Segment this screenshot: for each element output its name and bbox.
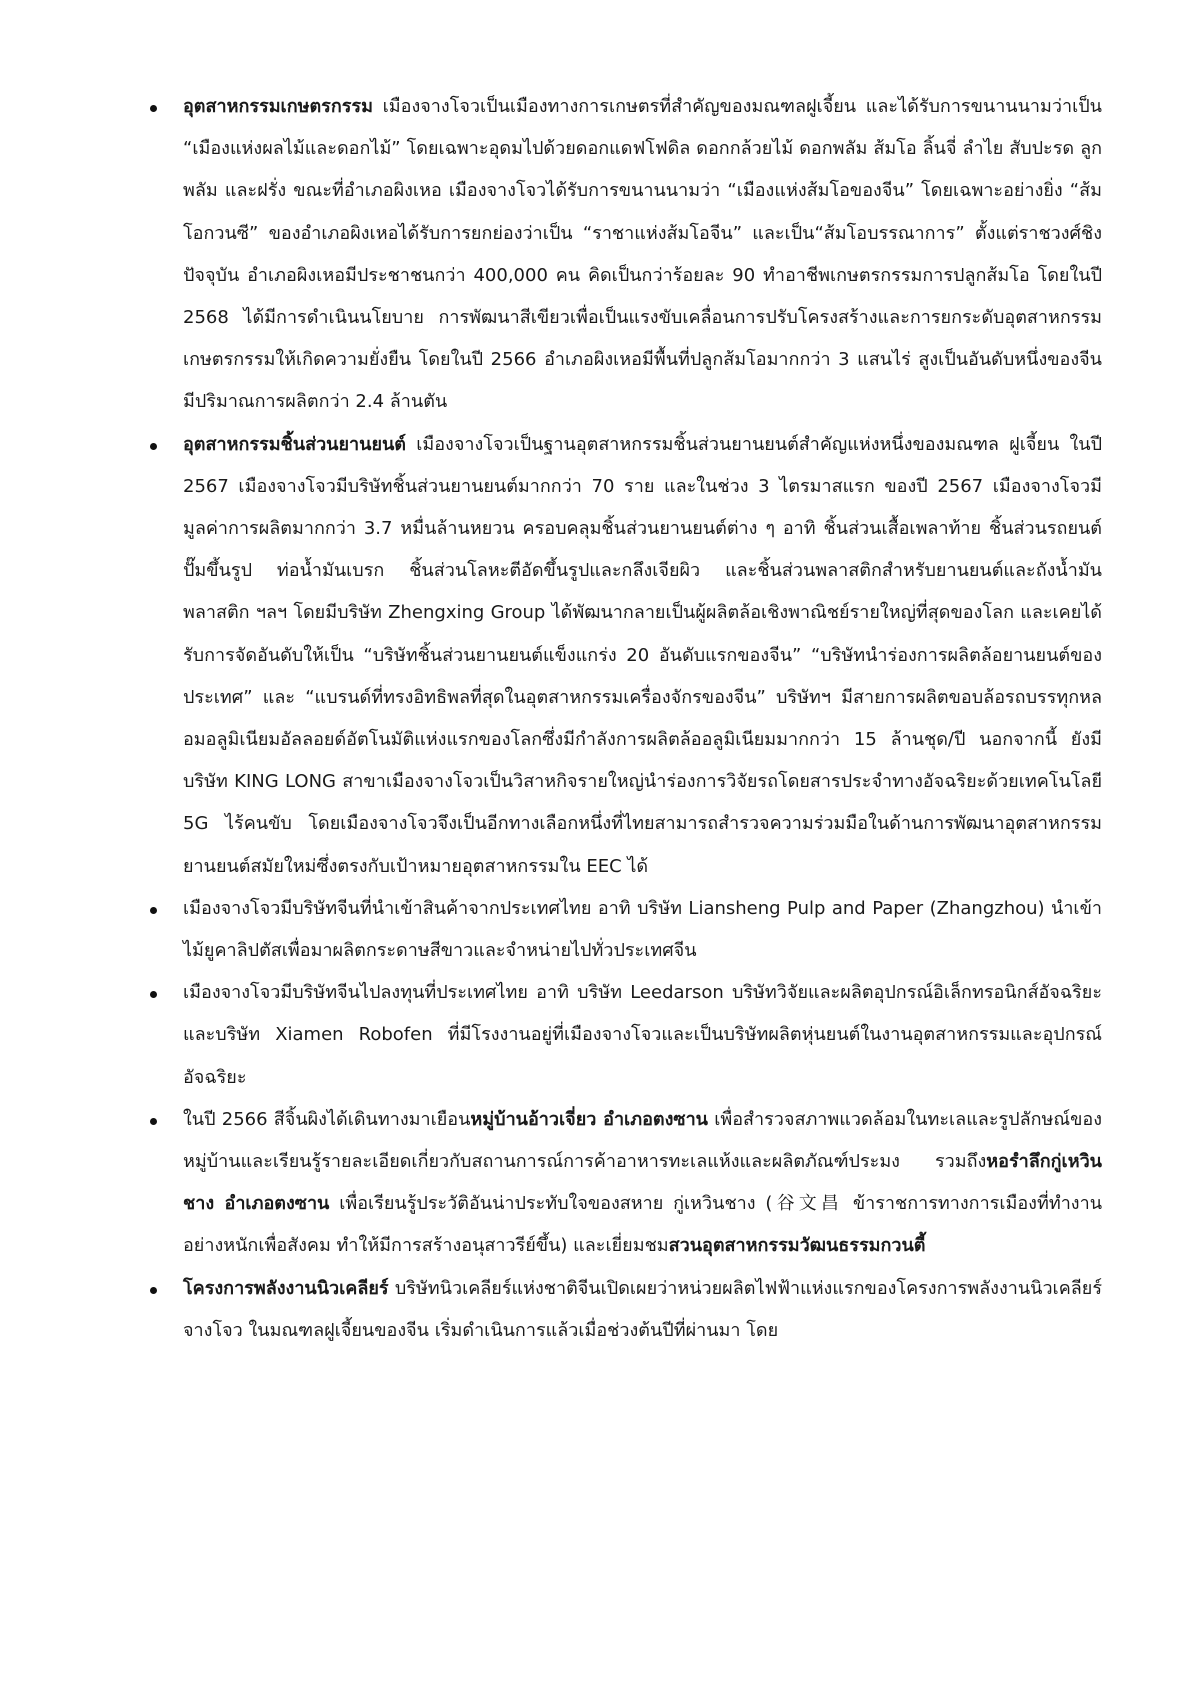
item-text: ในปี 2566 สีจิ้นผิงได้เดินทางมาเยือน bbox=[183, 1108, 471, 1130]
list-item bbox=[140, 1099, 1102, 1268]
list-item bbox=[140, 86, 1102, 424]
list-item bbox=[140, 972, 1102, 1099]
item-heading: อุตสาหกรรมชิ้นส่วนยานยนต์ bbox=[183, 433, 406, 455]
item-text: เมืองจางโจวเป็นฐานอุตสาหกรรมชิ้นส่วนยานยนต์สำคัญแห่งหนึ่งของมณฑล ฝูเจี้ยน ในปี 2567 เมืองจางโจวมีบริษัทชิ้นส่วนยานยนต์มากกว่า 70 ราย และในช่วง 3 ไตรมาสแรก ของปี 2567 เมืองจางโจวมีมูลค่าการผลิตมากกว่า 3.7 หมื่นล้านหยวน ครอบคลุมชิ้นส่วนยานยนต์ต่าง ๆ อาทิ ชิ้นส่วนเสื้อเพลาท้าย ชิ้นส่วนรถยนต์ปั๊มขึ้นรูป ท่อน้ำมันเบรก ชิ้นส่วนโลหะตีอัดขึ้นรูปและกลึงเจียผิว และชิ้นส่วนพลาสติกสำหรับยานยนต์และถังน้ำมันพลาสติก ฯลฯ โดยมีบริษัท Zhengxing Group ได้พัฒนากลายเป็นผู้ผลิตล้อเชิงพาณิชย์รายใหญ่ที่สุดของโลก และเคยได้รับการจัดอันดับให้เป็น “บริษัทชิ้นส่วนยานยนต์แข็งแกร่ง 20 อันดับแรกของจีน” “บริษัทนำร่องการผลิตล้อยานยนต์ของประเทศ” และ “แบรนด์ที่ทรงอิทธิพลที่สุดในอุตสาหกรรมเครื่องจักรของจีน” บริษัทฯ มีสายการผลิตขอบล้อรถบรรทุกหลอมอลูมิเนียมอัลลอยด์อัตโนมัติแห่งแรกของโลกซึ่งมีกำลังการผลิตล้ออลูมิเนียมมากกว่า 15 ล้านชุด/ปี นอกจากนี้ ยังมีบริษัท KING LONG สาขาเมืองจางโจวเป็นวิสาหกิจรายใหญ่นำร่องการวิจัยรถโดยสารประจำทางอัจฉริยะด้วยเทคโนโลยี 5G ไร้คนขับ โดยเมืองจางโจวจึงเป็นอีกทางเลือกหนึ่งที่ไทยสามารถสำรวจความร่วมมือในด้านการพัฒนาอุตสาหกรรมยานยนต์สมัยใหม่ซึ่งตรงกับเป้าหมายอุตสาหกรรมใน EEC ได้ bbox=[183, 433, 1102, 877]
bullet-icon bbox=[150, 105, 157, 112]
bullet-icon bbox=[150, 991, 157, 998]
bullet-icon bbox=[150, 1287, 157, 1294]
bullet-icon bbox=[150, 443, 157, 450]
item-text: บริษัทนิวเคลียร์แห่งชาติจีนเปิดเผยว่าหน่วยผลิตไฟฟ้าแห่งแรกของโครงการพลังงานนิวเคลียร์จางโจว ในมณฑลฝูเจี้ยนของจีน เริ่มดำเนินการแล้วเมื่อช่วงต้นปีที่ผ่านมา โดย bbox=[183, 1277, 1102, 1341]
bullet-icon bbox=[150, 1118, 157, 1125]
item-text: เมืองจางโจวเป็นเมืองทางการเกษตรที่สำคัญของมณฑลฝูเจี้ยน และได้รับการขนานนามว่าเป็น “เมืองแห่งผลไม้และดอกไม้” โดยเฉพาะอุดมไปด้วยดอกแดฟโฟดิล ดอกกล้วยไม้ ดอกพลัม ส้มโอ ลิ้นจี่ ลำไย สับปะรด ลูกพลัม และฝรั่ง ขณะที่อำเภอผิงเหอ เมืองจางโจวได้รับการขนานนามว่า “เมืองแห่งส้มโอของจีน” โดยเฉพาะอย่างยิ่ง “ส้มโอกวนซี” ของอำเภอผิงเหอได้รับการยกย่องว่าเป็น “ราชาแห่งส้มโอจีน” และเป็น“ส้มโอบรรณาการ” ตั้งแต่ราชวงศ์ชิง ปัจจุบัน อำเภอผิงเหอมีประชาชนกว่า 400,000 คน คิดเป็นกว่าร้อยละ 90 ทำอาชีพเกษตรกรรมการปลูกส้มโอ โดยในปี 2568 ได้มีการดำเนินนโยบาย การพัฒนาสีเขียวเพื่อเป็นแรงขับเคลื่อนการปรับโครงสร้างและการยกระดับอุตสาหกรรมเกษตรกรรมให้เกิดความยั่งยืน โดยในปี 2566 อำเภอผิงเหอมีพื้นที่ปลูกส้มโอมากกว่า 3 แสนไร่ สูงเป็นอันดับหนึ่งของจีน มีปริมาณการผลิตกว่า 2.4 ล้านตัน bbox=[183, 96, 1102, 413]
item-heading: โครงการพลังงานนิวเคลียร์ bbox=[183, 1277, 389, 1299]
bullet-icon bbox=[150, 907, 157, 914]
bullet-list bbox=[140, 86, 1102, 1352]
list-item bbox=[140, 424, 1102, 888]
place-name-village: หมู่บ้านอ้าวเจี่ยว อำเภอตงซาน bbox=[470, 1108, 708, 1130]
place-name-park: สวนอุตสาหกรรมวัฒนธรรมกวนตี้ bbox=[668, 1235, 926, 1257]
item-text: เมืองจางโจวมีบริษัทจีนไปลงทุนที่ประเทศไทย อาทิ บริษัท Leedarson บริษัทวิจัยและผลิตอุปกรณ์อิเล็กทรอนิกส์อัจฉริยะและบริษัท Xiamen Robofen ที่มีโรงงานอยู่ที่เมืองจางโจวและเป็นบริษัทผลิตหุ่นยนต์ในงานอุตสาหกรรมและอุปกรณ์อัจฉริยะ bbox=[183, 982, 1102, 1088]
list-item bbox=[140, 888, 1102, 972]
item-heading: อุตสาหกรรมเกษตรกรรม bbox=[183, 96, 373, 117]
list-item bbox=[140, 1268, 1102, 1352]
item-text: เพื่อเรียนรู้ประวัติอันน่าประทับใจของสหาย กู่เหวินชาง (谷文昌 ข้าราชการทางการเมืองที่ทำงานอย่างหนักเพื่อสังคม ทำให้มีการสร้างอนุสาวรีย์ขึ้น) และเยี่ยมชม bbox=[183, 1193, 1103, 1257]
place-name-memorial: หอรำลึกกู่เหวินชาง อำเภอตงซาน bbox=[183, 1151, 1102, 1215]
item-text: เพื่อสำรวจสภาพแวดล้อมในทะเลและรูปลักษณ์ของหมู่บ้านและเรียนรู้รายละเอียดเกี่ยวกับสถานการณ์การค้าอาหารทะเลแห้งและผลิตภัณฑ์ประมง รวมถึง bbox=[183, 1108, 1102, 1173]
item-text: เมืองจางโจวมีบริษัทจีนที่นำเข้าสินค้าจากประเทศไทย อาทิ บริษัท Liansheng Pulp and Paper (Zhangzhou) นำเข้าไม้ยูคาลิปตัสเพื่อมาผลิตกระดาษสีขาวและจำหน่ายไปทั่วประเทศจีน bbox=[183, 897, 1102, 962]
